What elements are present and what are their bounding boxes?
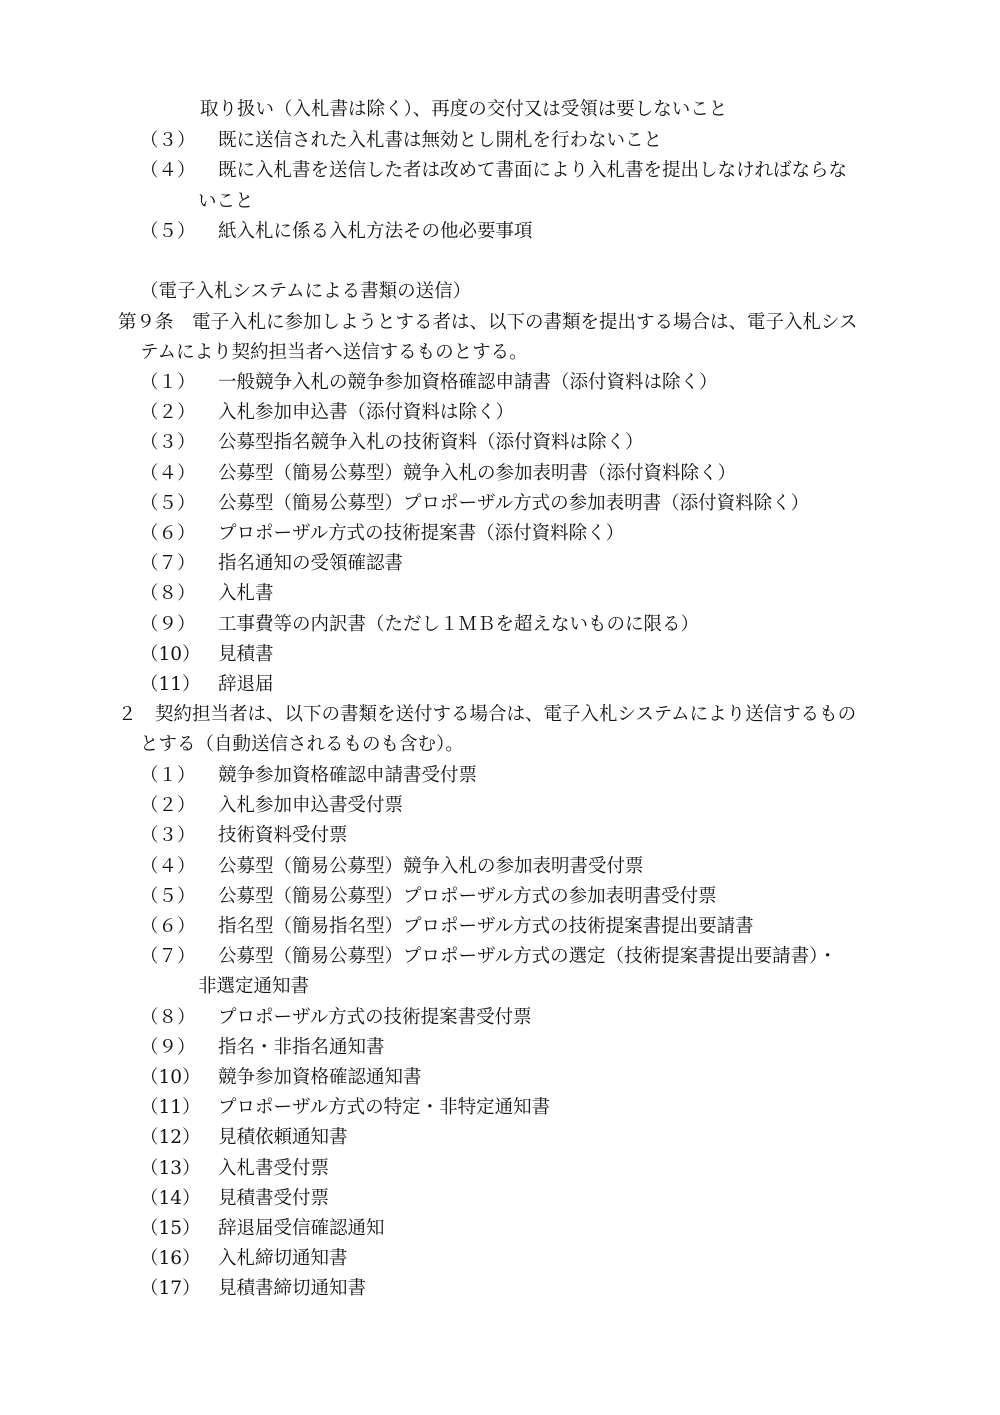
article-paragraph-1-line-2: テムにより契約担当者へ送信するものとする。: [140, 342, 528, 363]
list-item-number: （９）: [140, 613, 196, 635]
list-item-number: （16）: [140, 1248, 201, 1270]
list-item-text: 見積書締切通知書: [218, 1278, 367, 1300]
list-item-number: （４）: [140, 160, 196, 182]
list-item-text: 公募型指名競争入札の技術資料（添付資料は除く）: [218, 432, 644, 454]
list-item-text: 入札書: [218, 583, 274, 605]
list-item-text: 見積依頼通知書: [218, 1127, 348, 1149]
article-paragraph-1-line-1: 第９条 電子入札に参加しようとする者は、以下の書類を提出する場合は、電子入札シス: [118, 312, 858, 333]
list-item-number: （２）: [140, 795, 196, 817]
list-item-text: 競争参加資格確認申請書受付票: [218, 765, 478, 786]
list-item-number: （８）: [140, 1006, 196, 1028]
list-item-number: （13）: [140, 1157, 201, 1179]
list-item-number: （12）: [140, 1127, 201, 1149]
list-item-text: 既に送信された入札書は無効とし開札を行わないこと: [218, 130, 663, 151]
list-item-number: （５）: [140, 492, 196, 514]
article-paragraph-2-line-2: とする（自動送信されるものも含む）。: [140, 734, 464, 755]
list-item-number: （６）: [140, 916, 196, 937]
list-item-number: （10）: [140, 643, 201, 665]
list-item-number: （15）: [140, 1218, 201, 1239]
list-item-text: 入札参加申込書（添付資料は除く）: [218, 402, 515, 424]
list-item-number: （５）: [140, 885, 196, 907]
list-item-number: （３）: [140, 432, 196, 454]
list-item-continuation: 非選定通知書: [198, 976, 310, 998]
list-item-number: （７）: [140, 553, 196, 575]
list-item-number: （２）: [140, 402, 196, 424]
list-item-text: 辞退届: [218, 674, 274, 695]
list-item-text: 指名型（簡易指名型）プロポーザル方式の技術提案書提出要請書: [218, 916, 754, 937]
list-item-text: 公募型（簡易公募型）競争入札の参加表明書受付票: [218, 855, 644, 877]
list-item-text: 公募型（簡易公募型）プロポーザル方式の参加表明書受付票: [218, 885, 717, 907]
list-item-text: 一般競争入札の競争参加資格確認申請書（添付資料は除く）: [218, 372, 718, 393]
list-item-number: （７）: [140, 946, 196, 968]
list-item-text: 工事費等の内訳書（ただし１ＭＢを超えないものに限る）: [218, 613, 700, 635]
list-item-number: （９）: [140, 1036, 196, 1058]
list-item-text: 辞退届受信確認通知: [218, 1218, 385, 1239]
list-item-number: （14）: [140, 1187, 201, 1209]
list-item-text: 技術資料受付票: [218, 825, 348, 847]
list-item-number: （４）: [140, 855, 196, 877]
list-item-number: （11）: [140, 1097, 201, 1119]
list-item-text: 公募型（簡易公募型）プロポーザル方式の参加表明書（添付資料除く）: [218, 492, 810, 514]
list-item-text: プロポーザル方式の特定・非特定通知書: [218, 1097, 551, 1119]
list-item-number: （10）: [140, 1067, 201, 1088]
list-item-number: （11）: [140, 674, 201, 695]
list-item-number: （１）: [140, 765, 196, 786]
list-item-number: （４）: [140, 462, 196, 484]
list-item-text: 公募型（簡易公募型）競争入札の参加表明書（添付資料除く）: [218, 462, 737, 484]
list-item-text: 入札締切通知書: [218, 1248, 348, 1270]
article-paragraph-2-line-1: ２ 契約担当者は、以下の書類を送付する場合は、電子入札システムにより送信するもの: [118, 704, 857, 725]
list-item-number: （８）: [140, 583, 196, 605]
list-item-text: 見積書受付票: [218, 1187, 330, 1209]
list-item-number: （１）: [140, 372, 196, 393]
list-item-number: （５）: [140, 220, 196, 242]
list-item-text: 既に入札書を送信した者は改めて書面により入札書を提出しなければならな: [218, 160, 848, 182]
list-item-text: 指名通知の受領確認書: [218, 553, 404, 575]
list-item-number: （３）: [140, 130, 196, 151]
list-item-continuation: いこと: [198, 190, 254, 212]
article-heading: （電子入札システムによる書類の送信）: [140, 281, 472, 302]
list-item-text: 入札書受付票: [218, 1157, 330, 1179]
list-item-text: 見積書: [218, 643, 274, 665]
list-item-text: 指名・非指名通知書: [218, 1036, 385, 1058]
list-item-number: （６）: [140, 523, 196, 544]
list-item-text: 紙入札に係る入札方法その他必要事項: [218, 220, 533, 242]
list-item-text: 入札参加申込書受付票: [218, 795, 404, 817]
list-item-text: プロポーザル方式の技術提案書（添付資料除く）: [218, 523, 625, 544]
list-item-number: （17）: [140, 1278, 201, 1300]
continuation-line: 取り扱い（入札書は除く）、再度の交付又は受領は要しないこと: [200, 99, 728, 120]
list-item-text: 公募型（簡易公募型）プロポーザル方式の選定（技術提案書提出要請書）・: [218, 946, 837, 968]
list-item-number: （３）: [140, 825, 196, 847]
list-item-text: 競争参加資格確認通知書: [218, 1067, 422, 1088]
list-item-text: プロポーザル方式の技術提案書受付票: [218, 1006, 532, 1028]
